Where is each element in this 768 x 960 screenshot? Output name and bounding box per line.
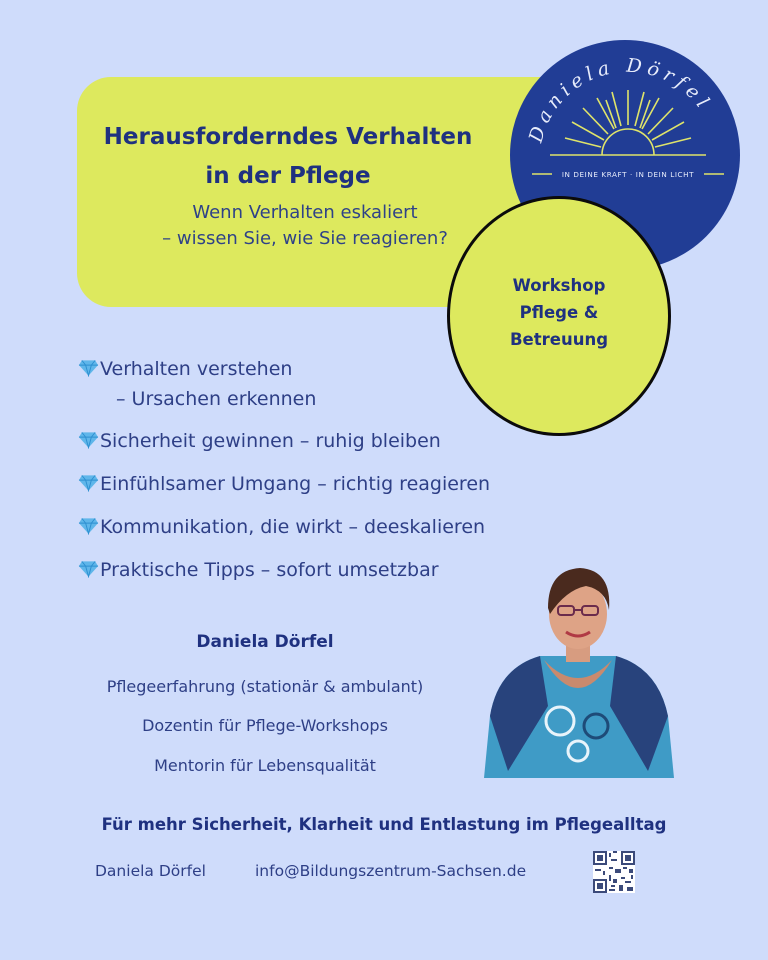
list-item: Sicherheit gewinnen – ruhig bleiben (78, 426, 441, 456)
trainer-credential: Pflegeerfahrung (stationär & ambulant) (106, 677, 424, 696)
gem-icon (78, 431, 99, 449)
list-item: Praktische Tipps – sofort umsetzbar (78, 555, 439, 585)
gem-icon (78, 474, 99, 492)
page-title: Herausforderndes Verhalten in der Pflege (103, 124, 473, 189)
footer-name: Daniela Dörfel (95, 862, 206, 880)
page-subtitle: Wenn Verhalten eskaliert – wissen Sie, wie Sie reagieren? (162, 202, 448, 249)
logo-tagline: IN DEINE KRAFT · IN DEIN LICHT (561, 170, 695, 179)
workshop-badge-text: Workshop Pflege & Betreuung (509, 276, 609, 349)
contact-email-link[interactable]: info@Bildungszentrum-Sachsen.de (255, 862, 527, 880)
gem-icon (78, 517, 99, 535)
closing-tagline: Für mehr Sicherheit, Klarheit und Entlastung im Pflegealltag (101, 815, 667, 834)
logo-script-name: Daniela Dörfel (524, 54, 717, 145)
list-item: Kommunikation, die wirkt – deeskalieren (78, 512, 485, 542)
list-item: Einfühlsamer Umgang – richtig reagieren (78, 469, 490, 499)
trainer-credential: Dozentin für Pflege-Workshops (142, 716, 388, 735)
trainer-name: Daniela Dörfel (196, 632, 334, 652)
list-item: Verhalten verstehen (78, 354, 292, 384)
svg-text:Daniela Dörfel (524, 54, 716, 145)
gem-icon (78, 359, 99, 377)
list-item-continuation: – Ursachen erkennen (116, 388, 317, 410)
qr-code-icon[interactable] (593, 851, 635, 893)
portrait-photo (478, 556, 678, 778)
gem-icon (78, 560, 99, 578)
trainer-credential: Mentorin für Lebensqualität (154, 756, 376, 775)
